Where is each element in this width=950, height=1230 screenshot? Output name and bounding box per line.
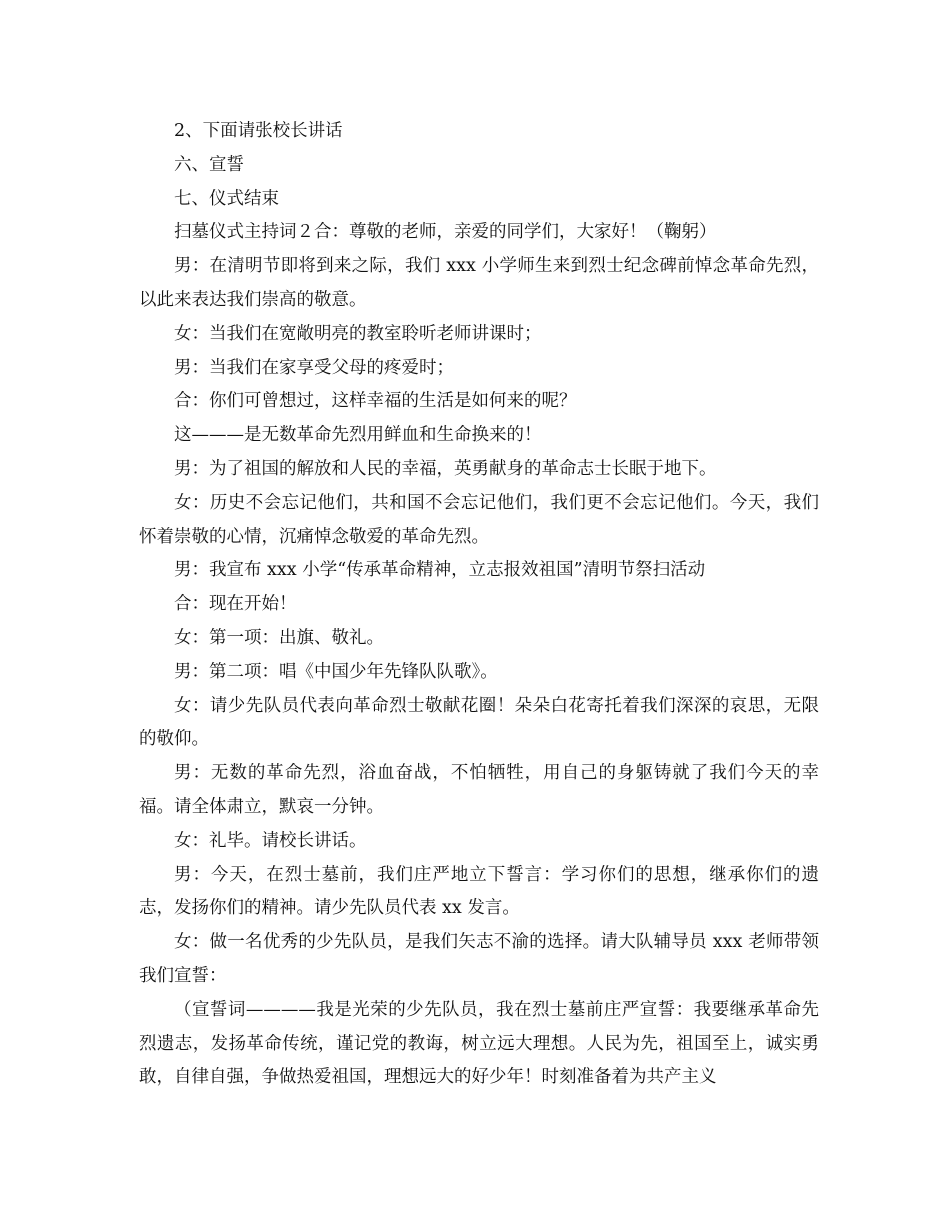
paragraph-together-start: 合：现在开始！ xyxy=(174,594,297,615)
paragraph-female-principal: 女：礼毕。请校长讲话。 xyxy=(174,830,367,851)
paragraph-female-classroom: 女：当我们在宽敞明亮的教室聆听老师讲课时； xyxy=(174,323,542,344)
paragraph-male-home: 男：当我们在家享受父母的疼爱时； xyxy=(174,357,454,378)
paragraph-male-announce: 男：我宣布 xxx 小学“传承革命精神，立志报效祖国”清明节祭扫活动 xyxy=(174,560,706,581)
paragraph-male-anthem: 男：第二项：唱《中国少年先锋队队歌》。 xyxy=(174,661,498,682)
paragraph-male-silence: 男：无数的革命先烈，浴血奋战，不怕牺牲，用自己的身躯铸就了我们今天的幸福。请全体肃立，默哀一分钟。 xyxy=(139,763,819,817)
paragraph-answer: 这———是无数革命先烈用鲜血和生命换来的！ xyxy=(174,425,542,446)
paragraph-section-6: 六、宣誓 xyxy=(174,154,244,175)
paragraph-script-2-opening: 扫墓仪式主持词２合：尊敬的老师，亲爱的同学们，大家好！（鞠躬） xyxy=(174,222,717,243)
paragraph-female-flag: 女：第一项：出旗、敬礼。 xyxy=(174,627,384,648)
paragraph-pledge-text: （宣誓词————我是光荣的少先队员，我在烈士墓前庄严宣誓：我要继承革命先烈遗志，发扬革命传统，谨记党的教诲，树立远大理想。人民为先，祖国至上，诚实勇敢，自律自强，争做热爱祖国，理想远大的好少年！时刻准备着为共产主义 xyxy=(139,999,819,1088)
paragraph-item-2: 2、下面请张校长讲话 xyxy=(174,121,343,141)
document-body xyxy=(139,115,819,1095)
paragraph-male-heroes: 男：为了祖国的解放和人民的幸福，英勇献身的革命志士长眠于地下。 xyxy=(174,458,717,479)
paragraph-male-intro: 男：在清明节即将到来之际，我们 xxx 小学师生来到烈士纪念碑前悼念革命先烈，以此来表达我们崇高的敬意。 xyxy=(139,256,819,310)
paragraph-section-7: 七、仪式结束 xyxy=(174,188,279,209)
paragraph-female-history: 女：历史不会忘记他们，共和国不会忘记他们，我们更不会忘记他们。今天，我们怀着崇敬的心情，沉痛悼念敬爱的革命先烈。 xyxy=(139,492,819,547)
paragraph-together-question: 合：你们可曾想过，这样幸福的生活是如何来的呢？ xyxy=(174,391,577,412)
paragraph-female-wreath: 女：请少先队员代表向革命烈士敬献花圈！朵朵白花寄托着我们深深的哀思，无限的敬仰。 xyxy=(139,695,819,750)
paragraph-male-vow: 男：今天，在烈士墓前，我们庄严地立下誓言：学习你们的思想，继承你们的遗志，发扬你们的精神。请少先队员代表 xx 发言。 xyxy=(139,864,819,919)
paragraph-female-pledge-intro: 女：做一名优秀的少先队员，是我们矢志不渝的选择。请大队辅导员 xxx 老师带领我们宣誓： xyxy=(139,932,819,986)
